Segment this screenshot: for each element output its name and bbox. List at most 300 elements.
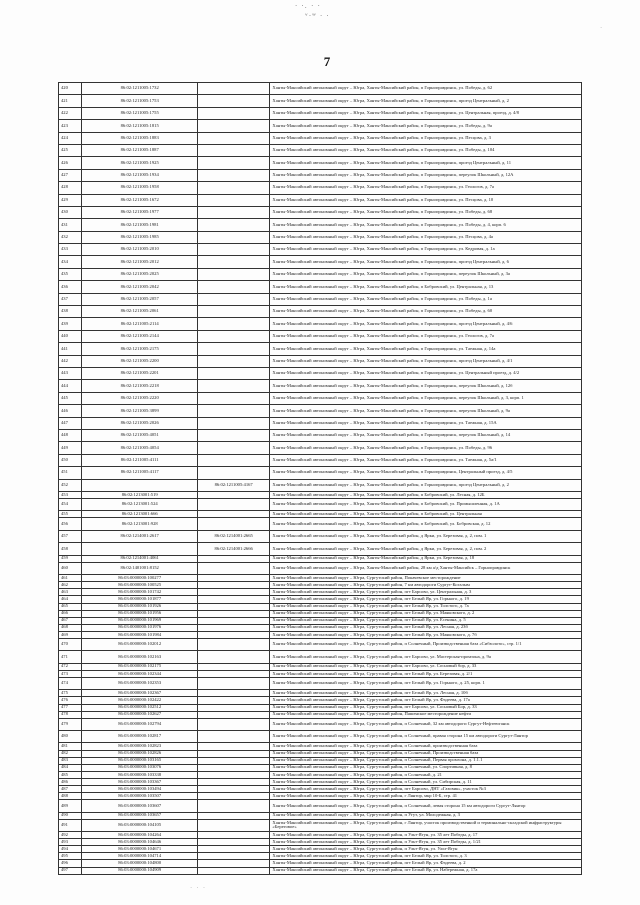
cadastral-number-cell [82, 479, 197, 491]
cadastral-number-cell: 86:02:1213001:928 [82, 518, 197, 530]
row-number-cell: 440 [59, 330, 82, 342]
address-cell: Ханты-Мансийский автономный округ – Югра, Сургутский район, пгт Белый Яр, ул. Лесная, д. 10б [270, 690, 582, 697]
table-row [59, 860, 582, 867]
cadastral-number-cell: 86:02:1211005:2012 [82, 256, 197, 268]
row-number-cell: 476 [59, 697, 82, 704]
row-number-cell: 429 [59, 194, 82, 206]
address-cell: Ханты-Мансийский автономный округ – Югра, Ханты-Мансийский район, п Горноправдинск, проезд Центральный, д. 11 [270, 157, 582, 169]
room-cadastral-number-cell [197, 206, 270, 218]
cadastral-number-cell: 86:02:1211005:1977 [82, 206, 197, 218]
address-cell: Ханты-Мансийский автономный округ – Югра, Сургутский район, 7 км автодороги Сургут-Когалым [270, 582, 582, 589]
address-cell: Ханты-Мансийский автономный округ – Югра, Сургутский район, п Солнечный, д. 21 [270, 771, 582, 778]
table-row [59, 596, 582, 603]
cadastral-number-cell: 86:03:0000000:102163 [82, 651, 197, 663]
cadastral-number-cell: 86:02:1211005:2026 [82, 417, 197, 429]
cadastral-number-cell: 86:03:0000000:102012 [82, 638, 197, 650]
address-cell: Ханты-Мансийский автономный округ – Югра, Ханты-Мансийский район, п Горноправдинск, ул. Победы, д. 96 [270, 442, 582, 454]
cadastral-number-cell: 86:02:1213001:666 [82, 511, 197, 518]
address-cell: Ханты-Мансийский автономный округ – Югра, Сургутский район, пгт Белый Яр, ул. Толстого, д. 7а [270, 603, 582, 610]
table-row [59, 454, 582, 466]
cadastral-number-cell: 86:03:0000000:101877 [82, 596, 197, 603]
cadastral-number-cell: 86:02:1211005:1981 [82, 219, 197, 231]
room-cadastral-number-cell [197, 256, 270, 268]
address-cell: Ханты-Мансийский автономный округ – Югра, Сургутский район, г Лянтор, участок производственной и терминально-складской инфраструктуры «Береговое» [270, 819, 582, 831]
room-cadastral-number-cell [197, 293, 270, 305]
table-row [59, 442, 582, 454]
room-cadastral-number-cell [197, 596, 270, 603]
row-number-cell: 443 [59, 367, 82, 379]
row-number-cell: 459 [59, 555, 82, 562]
address-cell: Ханты-Мансийский автономный округ – Югра, Ханты-Мансийский район, п Горноправдинск, ул. Победы, д. 68 [270, 206, 582, 218]
cadastral-number-cell: 86:03:0000000:103338 [82, 771, 197, 778]
room-cadastral-number-cell [197, 120, 270, 132]
cadastral-number-cell: 86:03:0000000:102817 [82, 731, 197, 743]
cadastral-number-cell: 86:03:0000000:104646 [82, 839, 197, 846]
address-cell: Ханты-Мансийский автономный округ – Югра, Ханты-Мансийский район, п Бобровский, ул. Центральная [270, 511, 582, 518]
address-cell: Ханты-Мансийский автономный округ – Югра, Ханты-Мансийский район, п Бобровский, ул. Промышленная, д. 1А [270, 498, 582, 510]
row-number-cell: 483 [59, 757, 82, 764]
room-cadastral-number-cell [197, 786, 270, 793]
room-cadastral-number-cell [197, 853, 270, 860]
room-cadastral-number-cell [197, 244, 270, 256]
table-row [59, 690, 582, 697]
room-cadastral-number-cell [197, 355, 270, 367]
room-cadastral-number-cell [197, 367, 270, 379]
table-row [59, 562, 582, 574]
cadastral-number-cell: 86:02:1211005:2220 [82, 392, 197, 404]
table-row [59, 711, 582, 718]
cadastral-number-cell: 86:02:1213001:524 [82, 498, 197, 510]
cadastral-number-cell: 86:03:0000000:103165 [82, 757, 197, 764]
table-row [59, 367, 582, 379]
row-number-cell: 472 [59, 663, 82, 670]
room-cadastral-number-cell [197, 757, 270, 764]
cadastral-number-cell: 86:03:0000000:102175 [82, 663, 197, 670]
table-row [59, 83, 582, 95]
room-cadastral-number-cell [197, 511, 270, 518]
address-cell: Ханты-Мансийский автономный округ – Югра, Ханты-Мансийский район, п Бобровский, ул. Бобровская, д. 12 [270, 518, 582, 530]
room-cadastral-number-cell [197, 169, 270, 181]
row-number-cell: 466 [59, 610, 82, 617]
row-number-cell: 454 [59, 498, 82, 510]
room-cadastral-number-cell [197, 157, 270, 169]
room-cadastral-number-cell: 86:02:1214001:2665 [197, 530, 270, 542]
cadastral-number-cell: 86:02:1211005:2114 [82, 318, 197, 330]
cadastral-number-cell: 86:03:0000000:104671 [82, 846, 197, 853]
table-row [59, 343, 582, 355]
table-row [59, 731, 582, 743]
table-row [59, 518, 582, 530]
table-row [59, 355, 582, 367]
room-cadastral-number-cell [197, 663, 270, 670]
cadastral-number-cell: 86:03:0000000:102422 [82, 697, 197, 704]
table-row [59, 169, 582, 181]
address-cell: Ханты-Мансийский автономный округ – Югра, Ханты-Мансийский район, д Ярки, ул. Березовая, д. 2, пом. 2 [270, 543, 582, 555]
cadastral-number-cell: 86:03:0000000:103657 [82, 812, 197, 819]
address-cell: Ханты-Мансийский автономный округ – Югра, Сургутский район, пгт Белый Яр, ул. Толстого, д. 3 [270, 853, 582, 860]
address-cell: Ханты-Мансийский автономный округ – Югра, Сургутский район, пгт Барсово, ул. Сосновый бор, д. 33 [270, 663, 582, 670]
row-number-cell: 469 [59, 631, 82, 638]
table-row [59, 555, 582, 562]
table-row [59, 764, 582, 771]
cadastral-number-cell: 86:02:1211005:1934 [82, 169, 197, 181]
row-number-cell: 497 [59, 867, 82, 874]
row-number-cell: 480 [59, 731, 82, 743]
table-row [59, 757, 582, 764]
address-cell: Ханты-Мансийский автономный округ – Югра, Ханты-Мансийский район, п Горноправдинск, переулок Школьный, д. 3, корп. 1 [270, 392, 582, 404]
cadastral-number-cell: 86:03:0000000:102826 [82, 750, 197, 757]
row-number-cell: 484 [59, 764, 82, 771]
row-number-cell: 426 [59, 157, 82, 169]
cadastral-number-cell: 86:03:0000000:102367 [82, 690, 197, 697]
cadastral-number-cell: 86:03:0000000:103607 [82, 800, 197, 812]
room-cadastral-number-cell [197, 107, 270, 119]
cadastral-number-cell: 86:03:0000000:103507 [82, 793, 197, 800]
room-cadastral-number-cell [197, 330, 270, 342]
cadastral-number-cell: 86:02:1211005:1887 [82, 144, 197, 156]
cadastral-number-cell: 86:02:1213001:519 [82, 491, 197, 498]
room-cadastral-number-cell [197, 718, 270, 730]
room-cadastral-number-cell [197, 219, 270, 231]
row-number-cell: 475 [59, 690, 82, 697]
row-number-cell: 450 [59, 454, 82, 466]
row-number-cell: 462 [59, 582, 82, 589]
row-number-cell: 442 [59, 355, 82, 367]
address-cell: Ханты-Мансийский автономный округ – Югра, Сургутский район, п Ульт-Ягун, ул. Ульт-Ягун [270, 846, 582, 853]
room-cadastral-number-cell [197, 867, 270, 874]
room-cadastral-number-cell [197, 380, 270, 392]
address-cell: Ханты-Мансийский автономный округ – Югра, Ханты-Мансийский район, п Горноправдинск, ул. Геологов, д. 7а [270, 182, 582, 194]
cadastral-number-cell: 86:03:0000000:102344 [82, 670, 197, 677]
room-cadastral-number-cell [197, 392, 270, 404]
address-cell: Ханты-Мансийский автономный округ – Югра, Ханты-Мансийский район, п Горноправдинск, переулок Школьный, д. 3а [270, 268, 582, 280]
cadastral-number-cell: 86:02:1211005:4111 [82, 454, 197, 466]
scan-artifact-bottom: · · · [190, 884, 207, 892]
row-number-cell: 467 [59, 617, 82, 624]
room-cadastral-number-cell [197, 518, 270, 530]
room-cadastral-number-cell [197, 442, 270, 454]
row-number-cell: 458 [59, 543, 82, 555]
cadastral-number-cell: 86:03:0000000:100277 [82, 575, 197, 582]
row-number-cell: 496 [59, 860, 82, 867]
address-cell: Ханты-Мансийский автономный округ – Югра, Ханты-Мансийский район, п Горноправдинск, проезд Центральный, д. 4/6 [270, 318, 582, 330]
row-number-cell: 487 [59, 786, 82, 793]
cadastral-number-cell: 86:03:0000000:102627 [82, 711, 197, 718]
table-row [59, 157, 582, 169]
room-cadastral-number-cell [197, 697, 270, 704]
cadastral-number-cell: 86:03:0000000:104800 [82, 860, 197, 867]
table-row [59, 819, 582, 831]
address-cell: Ханты-Мансийский автономный округ – Югра, Ханты-Мансийский район, п Горноправдинск, ул. Таежная, д. 5а/1 [270, 454, 582, 466]
room-cadastral-number-cell [197, 575, 270, 582]
cadastral-number-cell: 86:02:1211005:1985 [82, 231, 197, 243]
table-row [59, 846, 582, 853]
table-row [59, 617, 582, 624]
scan-artifact-right: . [600, 22, 604, 30]
address-cell: Ханты-Мансийский автономный округ – Югра, Ханты-Мансийский район, д Ярки, ул. Березовая, д. 2, пом. 1 [270, 530, 582, 542]
row-number-cell: 457 [59, 530, 82, 542]
address-cell: Ханты-Мансийский автономный округ – Югра, Сургутский район, пгт Белый Яр, ул. Горького, д. 19 [270, 596, 582, 603]
table-row [59, 530, 582, 542]
table-row [59, 853, 582, 860]
room-cadastral-number-cell [197, 778, 270, 785]
row-number-cell: 460 [59, 562, 82, 574]
row-number-cell: 431 [59, 219, 82, 231]
address-cell: Ханты-Мансийский автономный округ – Югра, Ханты-Мансийский район, п Горноправдинск, переулок Школьный, д. 12А [270, 169, 582, 181]
row-number-cell: 445 [59, 392, 82, 404]
room-cadastral-number-cell [197, 624, 270, 631]
row-number-cell: 478 [59, 711, 82, 718]
cadastral-number-cell: 86:02:1401001:8152 [82, 562, 197, 574]
room-cadastral-number-cell [197, 832, 270, 839]
row-number-cell: 424 [59, 132, 82, 144]
table-row [59, 786, 582, 793]
cadastral-number-cell: 86:02:1211005:2201 [82, 367, 197, 379]
row-number-cell: 444 [59, 380, 82, 392]
row-number-cell: 491 [59, 819, 82, 831]
table-row [59, 793, 582, 800]
address-cell: Ханты-Мансийский автономный округ – Югра, Ханты-Мансийский район, п Горноправдинск, проезд Центральный, д. 2 [270, 479, 582, 491]
address-cell: Ханты-Мансийский автономный округ – Югра, Ханты-Мансийский район, п Горноправдинск, ул. Кедровая, д. 1а [270, 244, 582, 256]
address-cell: Ханты-Мансийский автономный округ – Югра, Ханты-Мансийский район, п Горноправдинск, ул. Победы, д. 62 [270, 83, 582, 95]
cadastral-number-cell: 86:03:0000000:103367 [82, 778, 197, 785]
room-cadastral-number-cell [197, 819, 270, 831]
table-row [59, 743, 582, 750]
cadastral-number-cell: 86:02:1211005:2025 [82, 268, 197, 280]
room-cadastral-number-cell [197, 306, 270, 318]
room-cadastral-number-cell [197, 704, 270, 711]
table-row [59, 194, 582, 206]
table-row [59, 543, 582, 555]
address-cell: Ханты-Мансийский автономный округ – Югра, Сургутский район, Пашенское месторождение нефти [270, 711, 582, 718]
table-row [59, 206, 582, 218]
room-cadastral-number-cell [197, 194, 270, 206]
cadastral-number-cell: 86:02:1211005:4117 [82, 467, 197, 479]
scan-artifact-top-2: ᵛ·ʷ · · [305, 12, 330, 20]
cadastral-number-cell: 86:02:1211005:1958 [82, 182, 197, 194]
row-number-cell: 438 [59, 306, 82, 318]
address-cell: Ханты-Мансийский автономный округ – Югра, Ханты-Мансийский район, п Горноправдинск, ул. Победы, д. 104 [270, 144, 582, 156]
cadastral-number-cell: 86:02:1211005:2200 [82, 355, 197, 367]
table-row [59, 182, 582, 194]
address-cell: Ханты-Мансийский автономный округ – Югра, Ханты-Мансийский район, п Горноправдинск, ул. Центральный проезд, д. 4/2 [270, 367, 582, 379]
address-cell: Ханты-Мансийский автономный округ – Югра, Ханты-Мансийский район, п Горноправдинск, проезд Центральный, д. 4/1 [270, 355, 582, 367]
row-number-cell: 494 [59, 846, 82, 853]
room-cadastral-number-cell [197, 793, 270, 800]
table-row [59, 219, 582, 231]
address-cell: Ханты-Мансийский автономный округ – Югра, Сургутский район, пгт Белый Яр, ул. Фадеева, д. 2 [270, 860, 582, 867]
room-cadastral-number-cell: 86:02:1211005:4167 [197, 479, 270, 491]
table-row [59, 244, 582, 256]
room-cadastral-number-cell [197, 812, 270, 819]
cadastral-number-cell: 86:02:1211005:1732 [82, 83, 197, 95]
address-cell: Ханты-Мансийский автономный округ – Югра, Сургутский район, пгт Белый Яр, ул. Есенина, д. 5 [270, 617, 582, 624]
cadastral-number-cell: 86:02:1211005:2057 [82, 293, 197, 305]
row-number-cell: 425 [59, 144, 82, 156]
table-row [59, 467, 582, 479]
room-cadastral-number-cell [197, 589, 270, 596]
address-cell: Ханты-Мансийский автономный округ – Югра, Ханты-Мансийский район, п Горноправдинск, переулок Школьный, д. 9а [270, 405, 582, 417]
cadastral-number-cell: 86:02:1211005:2042 [82, 281, 197, 293]
address-cell: Ханты-Мансийский автономный округ – Югра, Ханты-Мансийский район, п Горноправдинск, ул. Таежная, д. 14а [270, 343, 582, 355]
row-number-cell: 455 [59, 511, 82, 518]
room-cadastral-number-cell [197, 846, 270, 853]
cadastral-number-cell: 86:02:1211005:2061 [82, 306, 197, 318]
row-number-cell: 439 [59, 318, 82, 330]
address-cell: Ханты-Мансийский автономный округ – Югра, Сургутский район, пгт Белый Яр, ул. Маяковского, д. 2 [270, 610, 582, 617]
table-row [59, 638, 582, 650]
row-number-cell: 434 [59, 256, 82, 268]
address-cell: Ханты-Мансийский автономный округ – Югра, Ханты-Мансийский район, п Горноправдинск, ул. Победы, д. 9а [270, 120, 582, 132]
room-cadastral-number-cell [197, 582, 270, 589]
cadastral-number-cell: 86:02:1214001:4061 [82, 555, 197, 562]
row-number-cell: 430 [59, 206, 82, 218]
scan-artifact-top: · ·. · · [295, 2, 321, 10]
room-cadastral-number-cell [197, 491, 270, 498]
room-cadastral-number-cell [197, 83, 270, 95]
room-cadastral-number-cell [197, 231, 270, 243]
cadastral-number-cell: 86:03:0000000:101926 [82, 603, 197, 610]
room-cadastral-number-cell [197, 343, 270, 355]
address-cell: Ханты-Мансийский автономный округ – Югра, Ханты-Мансийский район, п Горноправдинск, переулок Школьный, д. 12б [270, 380, 582, 392]
address-cell: Ханты-Мансийский автономный округ – Югра, Сургутский район, п Солнечный, Производственная база [270, 750, 582, 757]
table-row [59, 511, 582, 518]
room-cadastral-number-cell [197, 800, 270, 812]
table-row [59, 380, 582, 392]
room-cadastral-number-cell [197, 144, 270, 156]
cadastral-number-cell: 86:02:1211005:4051 [82, 429, 197, 441]
table-row [59, 651, 582, 663]
address-cell: Ханты-Мансийский автономный округ – Югра, Ханты-Мансийский район, п Горноправдинск, переулок Школьный, д. 14 [270, 429, 582, 441]
row-number-cell: 441 [59, 343, 82, 355]
table-row [59, 670, 582, 677]
row-number-cell: 451 [59, 467, 82, 479]
cadastral-number-cell: 86:03:0000000:101969 [82, 617, 197, 624]
room-cadastral-number-cell [197, 454, 270, 466]
table-row [59, 429, 582, 441]
room-cadastral-number-cell [197, 743, 270, 750]
row-number-cell: 473 [59, 670, 82, 677]
table-row [59, 582, 582, 589]
row-number-cell: 461 [59, 575, 82, 582]
row-number-cell: 452 [59, 479, 82, 491]
cadastral-number-cell: 86:03:0000000:104105 [82, 819, 197, 831]
table-row [59, 575, 582, 582]
table-row [59, 839, 582, 846]
table-row [59, 268, 582, 280]
table-row [59, 479, 582, 491]
table-row [59, 306, 582, 318]
row-number-cell: 468 [59, 624, 82, 631]
table-row [59, 832, 582, 839]
table-row [59, 491, 582, 498]
address-cell: Ханты-Мансийский автономный округ – Югра, Ханты-Мансийский район, п Горноправдинск, проезд Центральный, д. 6 [270, 256, 582, 268]
table-row [59, 392, 582, 404]
row-number-cell: 479 [59, 718, 82, 730]
cadastral-number-cell: 86:03:0000000:102353 [82, 677, 197, 689]
cadastral-number-cell: 86:02:1211005:4054 [82, 442, 197, 454]
table-row [59, 610, 582, 617]
table-row [59, 812, 582, 819]
row-number-cell: 448 [59, 429, 82, 441]
property-table-body [59, 83, 582, 875]
address-cell: Ханты-Мансийский автономный округ – Югра, Сургутский район, пгт Белый Яр, ул. Набережная, д. 17а [270, 867, 582, 874]
room-cadastral-number-cell [197, 670, 270, 677]
row-number-cell: 427 [59, 169, 82, 181]
address-cell: Ханты-Мансийский автономный округ – Югра, Ханты-Мансийский район, 28 км а/д Ханты-Мансийск – Горноправдинск [270, 562, 582, 574]
row-number-cell: 437 [59, 293, 82, 305]
address-cell: Ханты-Мансийский автономный округ – Югра, Сургутский район, пгт Барсово, ул. Центральная, д. 3 [270, 589, 582, 596]
table-row [59, 589, 582, 596]
room-cadastral-number-cell [197, 281, 270, 293]
table-row [59, 144, 582, 156]
table-row [59, 256, 582, 268]
property-table [58, 82, 582, 875]
address-cell: Ханты-Мансийский автономный округ – Югра, Ханты-Мансийский район, п Горноправдинск, ул. Победы, д. 4, корп. 6 [270, 219, 582, 231]
room-cadastral-number-cell [197, 498, 270, 510]
address-cell: Ханты-Мансийский автономный округ – Югра, Сургутский район, пгт Барсово, ДНТ «Газовик», участок №3 [270, 786, 582, 793]
row-number-cell: 474 [59, 677, 82, 689]
address-cell: Ханты-Мансийский автономный округ – Югра, Сургутский район, пгт Барсово, ул. Мастерская-промзона, д. 9а [270, 651, 582, 663]
table-row [59, 631, 582, 638]
address-cell: Ханты-Мансийский автономный округ – Югра, Ханты-Мансийский район, п Горноправдинск, ул. Таежная, д. 15А [270, 417, 582, 429]
address-cell: Ханты-Мансийский автономный округ – Югра, Сургутский район, пгт Белый Яр, ул. Маяковского, д. 7б [270, 631, 582, 638]
table-row [59, 867, 582, 874]
address-cell: Ханты-Мансийский автономный округ – Югра, Ханты-Мансийский район, п Бобровский, ул. Лесная, д. 12Б [270, 491, 582, 498]
cadastral-number-cell: 86:03:0000000:102794 [82, 718, 197, 730]
row-number-cell: 488 [59, 793, 82, 800]
cadastral-number-cell: 86:03:0000000:101742 [82, 589, 197, 596]
room-cadastral-number-cell [197, 631, 270, 638]
room-cadastral-number-cell [197, 268, 270, 280]
table-row [59, 624, 582, 631]
room-cadastral-number-cell [197, 860, 270, 867]
row-number-cell: 489 [59, 800, 82, 812]
address-cell: Ханты-Мансийский автономный округ – Югра, Ханты-Мансийский район, п Горноправдинск, ул. Песцова, д. 3 [270, 132, 582, 144]
address-cell: Ханты-Мансийский автономный округ – Югра, Сургутский район, пгт Барсово, ул. Сосновый Бор, д. 33 [270, 704, 582, 711]
row-number-cell: 433 [59, 244, 82, 256]
table-row [59, 95, 582, 107]
page-number: 7 [323, 54, 331, 69]
room-cadastral-number-cell [197, 132, 270, 144]
room-cadastral-number-cell [197, 711, 270, 718]
row-number-cell: 420 [59, 83, 82, 95]
cadastral-number-cell: 86:02:1211005:1672 [82, 194, 197, 206]
room-cadastral-number-cell [197, 467, 270, 479]
room-cadastral-number-cell [197, 182, 270, 194]
table-row [59, 498, 582, 510]
table-row [59, 231, 582, 243]
row-number-cell: 495 [59, 853, 82, 860]
room-cadastral-number-cell [197, 677, 270, 689]
cadastral-number-cell: 86:02:1211005:1883 [82, 132, 197, 144]
address-cell: Ханты-Мансийский автономный округ – Югра, Сургутский район, п Солнечный, Производственная база «Сибзолото», стр. 1/1 [270, 638, 582, 650]
cadastral-number-cell: 86:02:1211005:2010 [82, 244, 197, 256]
address-cell: Ханты-Мансийский автономный округ – Югра, Сургутский район, пгт Белый Яр, ул. Лесная, д. 23б [270, 624, 582, 631]
table-row [59, 318, 582, 330]
address-cell: Ханты-Мансийский автономный округ – Югра, Ханты-Мансийский район, п Горноправдинск, Центральный проезд, д. 4/5 [270, 467, 582, 479]
address-cell: Ханты-Мансийский автономный округ – Югра, Сургутский район, п Солнечный, левая сторона 15 км автодороги Сургут-Лянтор [270, 800, 582, 812]
address-cell: Ханты-Мансийский автономный округ – Югра, Сургутский район, пгт Белый Яр, ул. Березовая, д. 2/1 [270, 670, 582, 677]
cadastral-number-cell: 86:03:0000000:103076 [82, 764, 197, 771]
cadastral-number-cell: 86:03:0000000:101976 [82, 624, 197, 631]
row-number-cell: 482 [59, 750, 82, 757]
row-number-cell: 423 [59, 120, 82, 132]
row-number-cell: 463 [59, 589, 82, 596]
cadastral-number-cell: 86:02:1211005:2175 [82, 343, 197, 355]
room-cadastral-number-cell [197, 555, 270, 562]
row-number-cell: 464 [59, 596, 82, 603]
